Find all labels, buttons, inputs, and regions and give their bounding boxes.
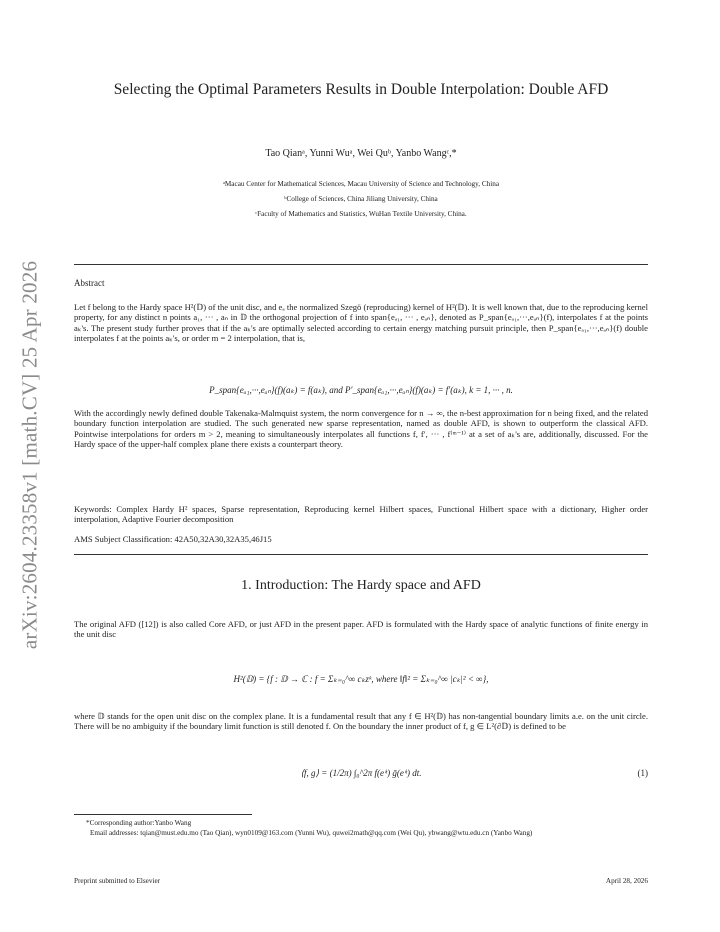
abstract-bottom-rule	[74, 554, 648, 555]
footer-date: April 28, 2026	[605, 877, 648, 885]
abstract-paragraph-2: With the accordingly newly defined double Takenaka-Malmquist system, the norm convergence for n → ∞, the n-best approximation for n being fixed, and the related boundary function interpolation are studied. The such generated new sparse representation, named as double AFD, is shown to outperform the classical AFD. Pointwise interpolations for orders m > 2, meaning to simultaneously interpolates all functions f, f′, ··· , f⁽ᵐ⁻¹⁾ at a set of aₖ's are, additionally, discussed. For the Hardy space of the upper-half complex plane there exists a counterpart theory.	[74, 408, 648, 450]
footnote-emails: Email addresses: tqian@must.edu.mo (Tao Qian), wyn0109@163.com (Yunni Wu), quwei2math@qq.com (Wei Qu), ybwang@wtu.edu.cn (Yanbo Wang)	[90, 829, 533, 837]
equation-number: (1)	[637, 768, 648, 778]
arxiv-sidebar-stamp	[4, 240, 56, 670]
abstract-equation: P_span{eₐ₁,···,eₐₙ}(f)(aₖ) = f(aₖ), and P′_span{eₐ₁,···,eₐₙ}(f)(aₖ) = f′(aₖ), k = 1, ··· , n.	[209, 385, 513, 395]
footnotes	[74, 818, 648, 838]
abstract-paragraph-1: Let f belong to the Hardy space H²(𝔻) of the unit disc, and eₐ the normalized Szegö (reproducing) kernel of H²(𝔻). It is well known that, due to the reproducing kernel property, for any distinct n points a₁, ··· , aₙ in 𝔻 the orthogonal projection of f into span{eₐ₁, ··· , eₐₙ}, denoted as P_span{eₐ₁,···,eₐₙ}(f), interpolates f at the points aₖ's. The present study further proves that if the aₖ's are optimally selected according to certain energy matching pursuit principle, then P_span{eₐ₁,···,eₐₙ}(f) double interpolates f at the points aₖ's, or order m = 2 interpolation, that is,	[74, 302, 648, 344]
keywords: Keywords: Complex Hardy H² spaces, Sparse representation, Reproducing kernel Hilbert spaces, Functional Hilbert space with a dictionary, Higher order interpolation, Adaptive Fourier decomposition	[74, 504, 648, 525]
author-list: Tao Qianᵃ, Yunni Wuᵃ, Wei Quᵇ, Yanbo Wangᶜ,*	[265, 148, 457, 159]
affiliation-b: ᵇCollege of Sciences, China Jiliang University, China	[284, 195, 438, 203]
affiliations	[74, 177, 648, 222]
page-footer	[74, 877, 648, 885]
footnote-rule	[74, 814, 252, 815]
intro-paragraph-1: The original AFD ([12]) is also called Core AFD, or just AFD in the present paper. AFD is formulated with the Hardy space of analytic functions of finite energy in the unit disc	[74, 619, 648, 640]
paper-title: Selecting the Optimal Parameters Results in Double Interpolation: Double AFD	[113, 81, 609, 98]
footer-preprint: Preprint submitted to Elsevier	[74, 877, 161, 885]
footnote-corresponding: *Corresponding author:Yanbo Wang	[86, 819, 192, 827]
section-heading: 1. Introduction: The Hardy space and AFD	[241, 578, 481, 593]
hardy-space-equation: H²(𝔻) = {f : 𝔻 → ℂ : f = Σₖ₌₀^∞ cₖzᵏ, where ‖f‖² = Σₖ₌₀^∞ |cₖ|² < ∞},	[233, 674, 489, 684]
affiliation-a: ᵃMacau Center for Mathematical Sciences, Macau University of Science and Technology, China	[222, 180, 500, 188]
arxiv-identifier: arXiv:2604.23358v1 [math.CV] 25 Apr 2026	[17, 260, 42, 650]
ams-classification: AMS Subject Classification: 42A50,32A30,32A35,46J15	[74, 534, 272, 544]
affiliation-c: ᶜFaculty of Mathematics and Statistics, WuHan Textile University, China.	[255, 210, 467, 218]
abstract-top-rule	[74, 264, 648, 265]
abstract-heading: Abstract	[74, 278, 105, 288]
inner-product-equation: ⟨f, g⟩ = (1/2π) ∫₀^2π f(eⁱᵗ) ḡ(eⁱᵗ) dt.	[300, 768, 422, 778]
intro-paragraph-2: where 𝔻 stands for the open unit disc on the complex plane. It is a fundamental result that any f ∈ H²(𝔻) has non-tangential boundary limits a.e. on the unit circle. There will be no ambiguity if the boundary limit function is still denoted f. On the boundary the inner product of f, g ∈ L²(∂𝔻) is defined to be	[74, 711, 648, 732]
